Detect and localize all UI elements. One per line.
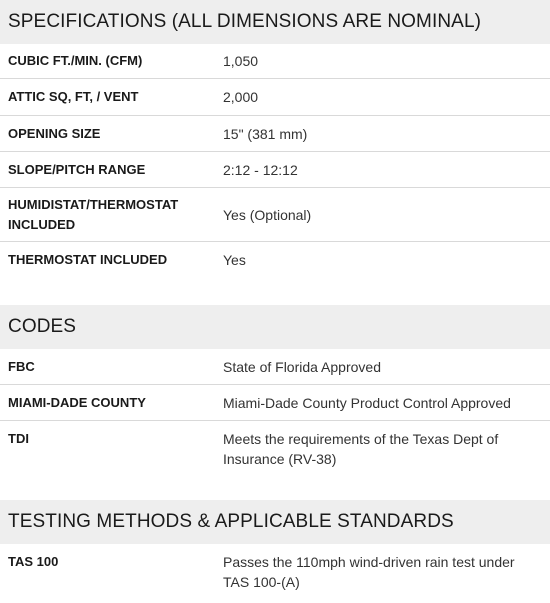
- codes-heading: CODES: [0, 305, 550, 349]
- section-spacer: [0, 473, 550, 500]
- row-value: Meets the requirements of the Texas Dept of Insurance (RV-38): [223, 431, 499, 467]
- table-row: [0, 421, 550, 473]
- row-label: MIAMI-DADE COUNTY: [8, 394, 146, 410]
- table-row: [0, 242, 550, 277]
- row-value: 15" (381 mm): [223, 125, 308, 142]
- codes-section: [0, 305, 550, 473]
- row-label: CUBIC FT./MIN. (CFM): [8, 53, 143, 68]
- row-label: FBC: [8, 358, 35, 374]
- section-spacer: [0, 277, 550, 305]
- specifications-section: [0, 0, 550, 277]
- table-row: [0, 116, 550, 152]
- testing-heading: TESTING METHODS & APPLICABLE STANDARDS: [0, 500, 550, 544]
- table-row: [0, 79, 550, 116]
- row-value: Passes the 110mph wind-driven rain test under TAS 100-(A): [223, 554, 515, 590]
- row-value: State of Florida Approved: [223, 358, 381, 375]
- row-value: 2:12 - 12:12: [223, 161, 298, 178]
- table-row: [0, 544, 550, 600]
- testing-table: [0, 544, 550, 600]
- codes-table: [0, 349, 550, 473]
- row-label: OPENING SIZE: [8, 125, 101, 141]
- row-value: Yes: [223, 251, 246, 268]
- table-row: [0, 188, 550, 242]
- row-label: TDI: [8, 431, 29, 446]
- testing-section: [0, 500, 550, 600]
- table-row: [0, 385, 550, 421]
- table-row: [0, 349, 550, 385]
- row-label: TAS 100: [8, 554, 59, 569]
- row-label: HUMIDISTAT/THERMOSTAT INCLUDED: [8, 196, 179, 232]
- row-label: THERMOSTAT INCLUDED: [8, 251, 168, 267]
- row-label: ATTIC SQ, FT, / VENT: [8, 89, 139, 104]
- row-value: 2,000: [223, 89, 259, 105]
- specifications-heading: SPECIFICATIONS (ALL DIMENSIONS ARE NOMINAL): [0, 0, 550, 44]
- table-row: [0, 44, 550, 79]
- row-value: 1,050: [223, 53, 259, 69]
- table-row: [0, 152, 550, 188]
- specifications-table: [0, 44, 550, 277]
- row-value: Miami-Dade County Product Control Approved: [223, 394, 511, 411]
- row-value: Yes (Optional): [223, 206, 312, 223]
- row-label: SLOPE/PITCH RANGE: [8, 161, 146, 177]
